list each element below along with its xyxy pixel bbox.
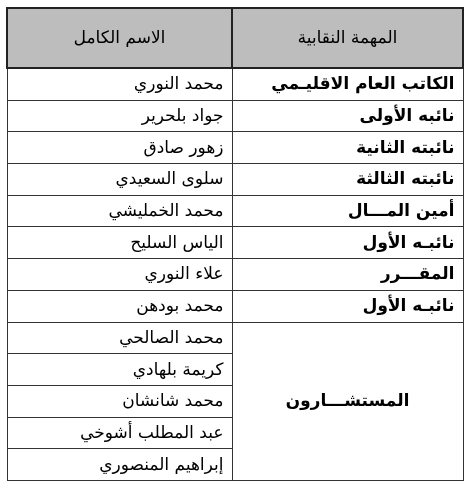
advisor-name-cell: إبراهيم المنصوري	[7, 449, 232, 481]
name-cell: الياس السليح	[7, 227, 232, 259]
name-cell: محمد الخمليشي	[7, 195, 232, 227]
role-cell: نائبته الثالثة	[232, 164, 463, 196]
name-cell: محمد النوري	[7, 68, 232, 100]
name-cell: علاء النوري	[7, 259, 232, 291]
role-cell: الكاتب العام الاقليـمي	[232, 68, 463, 100]
table-row	[7, 195, 463, 227]
table-row	[7, 68, 463, 100]
role-cell: نائبه الأولى	[232, 100, 463, 132]
union-office-table	[6, 7, 464, 481]
table-row	[7, 164, 463, 196]
name-cell: محمد بودهن	[7, 290, 232, 322]
table-header-row	[7, 8, 463, 68]
table-row	[7, 259, 463, 291]
advisor-name-cell: محمد شانشان	[7, 385, 232, 417]
name-cell: زهور صادق	[7, 132, 232, 164]
advisor-name-cell: كريمة بلهادي	[7, 354, 232, 386]
advisor-row	[7, 322, 463, 354]
table-row	[7, 227, 463, 259]
header-full-name: الاسم الكامل	[7, 8, 232, 68]
role-cell: المقـــرر	[232, 259, 463, 291]
role-cell: أمين المـــال	[232, 195, 463, 227]
role-cell: نائبته الثانية	[232, 132, 463, 164]
advisor-name-cell: عبد المطلب أشوخي	[7, 417, 232, 449]
role-cell: نائبـه الأول	[232, 227, 463, 259]
table-row	[7, 132, 463, 164]
advisors-role-cell: المستشـــارون	[232, 322, 463, 480]
table-row	[7, 290, 463, 322]
role-cell: نائبـه الأول	[232, 290, 463, 322]
table-row	[7, 100, 463, 132]
header-role: المهمة النقابية	[232, 8, 463, 68]
name-cell: جواد بلحرير	[7, 100, 232, 132]
name-cell: سلوى السعيدي	[7, 164, 232, 196]
advisor-name-cell: محمد الصالحي	[7, 322, 232, 354]
